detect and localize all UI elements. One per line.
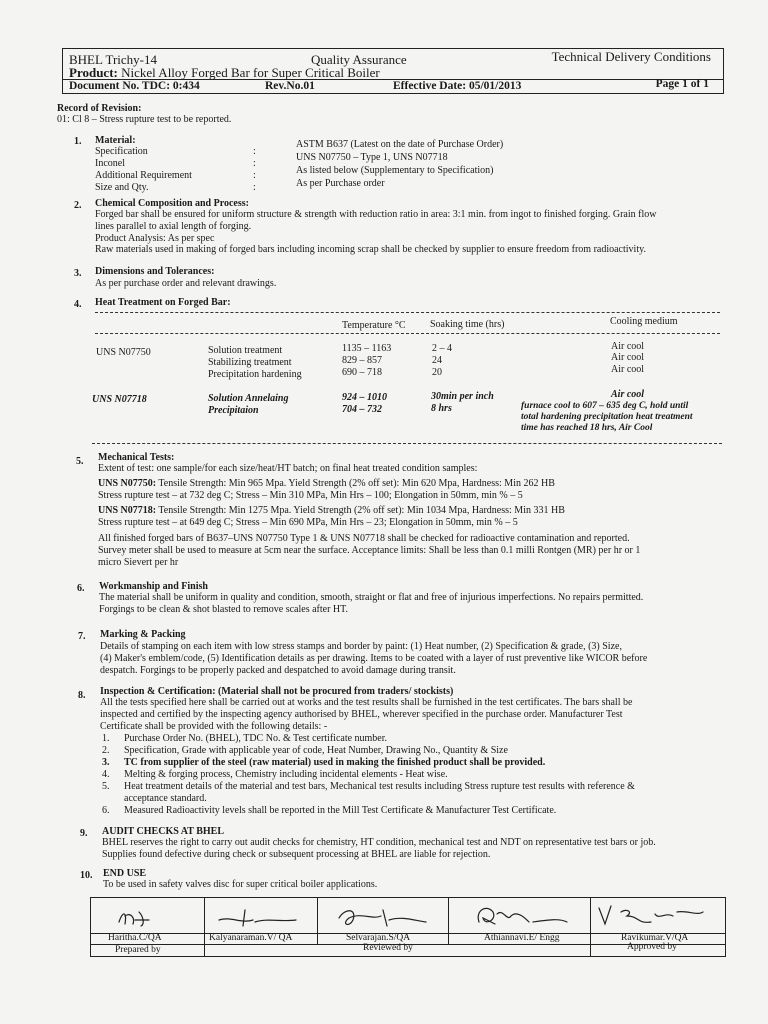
material-value: As listed below (Supplementary to Specification) bbox=[296, 165, 494, 176]
revision-line: 01: Cl 8 – Stress rupture test to be reported. bbox=[57, 114, 232, 125]
paragraph-line: inspected and certified by the inspecting agency authorised by BHEL, wherever specified in the purchase order. Manufacturer Test bbox=[100, 709, 623, 720]
material-colon: : bbox=[253, 146, 256, 157]
section-3-number: 3. bbox=[74, 268, 82, 279]
paragraph-line: BHEL reserves the right to carry out audit checks for chemistry, HT condition, mechanical test and NDT on representative test bars or job. bbox=[102, 837, 656, 848]
handwritten-signatures bbox=[91, 898, 727, 935]
effective-date: Effective Date: 05/01/2013 bbox=[393, 80, 522, 92]
treatment-name: Stabilizing treatment bbox=[208, 357, 292, 368]
paragraph-line: Forged bar shall be ensured for uniform structure & strength with reduction ratio in area: 3:1 min. from ingot to finished forging. Grain flow bbox=[95, 209, 657, 220]
signature-row bbox=[90, 897, 726, 934]
test-line bbox=[98, 478, 555, 490]
table-rule bbox=[95, 333, 720, 334]
section-2-title: Chemical Composition and Process: bbox=[95, 198, 249, 209]
table-rule bbox=[92, 443, 722, 444]
section-7-title: Marking & Packing bbox=[100, 629, 186, 640]
material-value: As per Purchase order bbox=[296, 178, 385, 189]
list-number: 4. bbox=[102, 769, 110, 780]
alloy-label: UNS N07718: bbox=[98, 505, 157, 516]
section-8-title: Inspection & Certification: (Material shall not be procured from traders/ stockists) bbox=[100, 686, 454, 697]
treatment-name: Precipitaion bbox=[208, 405, 259, 416]
signature-table bbox=[90, 897, 726, 961]
section-7-number: 7. bbox=[78, 631, 86, 642]
list-item: Specification, Grade with applicable year of code, Heat Number, Drawing No., Quantity & Size bbox=[124, 745, 508, 756]
treatment-name: Solution Annelaing bbox=[208, 393, 289, 404]
signatory-name: Selvarajan.S/QA bbox=[346, 933, 411, 943]
section-9-title: AUDIT CHECKS AT BHEL bbox=[102, 826, 224, 837]
material-colon: : bbox=[253, 170, 256, 181]
material-label: Additional Requirement bbox=[95, 170, 192, 181]
column-header-cooling: Cooling medium bbox=[610, 316, 678, 327]
document-number: Document No. TDC: 0:434 bbox=[69, 80, 200, 92]
section-5-number: 5. bbox=[76, 456, 84, 467]
paragraph-line: As per purchase order and relevant drawings. bbox=[95, 278, 277, 289]
list-item: acceptance standard. bbox=[124, 793, 207, 804]
test-line: Stress rupture test – at 732 deg C; Stress – Min 310 MPa, Min Hrs – 100; Elongation in 50mm, min % – 5 bbox=[98, 490, 523, 501]
paragraph-line: despatch. Forgings to be properly packed and despatched to avoid damage during transit. bbox=[100, 665, 456, 676]
treatment-cooling: furnace cool to 607 – 635 deg C, hold until bbox=[521, 401, 689, 411]
test-line bbox=[98, 505, 565, 517]
treatment-temperature: 1135 – 1163 bbox=[342, 343, 392, 354]
revision-number: Rev.No.01 bbox=[265, 80, 315, 92]
paragraph-line: micro Sievert per hr bbox=[98, 557, 179, 568]
role-row bbox=[90, 942, 726, 957]
section-10-title: END USE bbox=[103, 868, 147, 879]
paragraph-line: Certificate shall be provided with the following details: - bbox=[100, 721, 328, 732]
paragraph-line: Supplies found defective during check or subsequent processing at BHEL are liable for rejection. bbox=[102, 849, 491, 860]
paragraph-line: To be used in safety valves disc for super critical boiler applications. bbox=[103, 879, 378, 890]
list-number: 2. bbox=[102, 745, 110, 756]
cell-divider bbox=[317, 934, 318, 945]
revision-title: Record of Revision: bbox=[57, 103, 142, 114]
paragraph-line: Details of stamping on each item with low stress stamps and border by paint: (1) Heat number, (2) Specification & grade, (3) Size, bbox=[100, 641, 622, 652]
paragraph-line: Product Analysis: As per spec bbox=[95, 233, 215, 244]
list-number: 5. bbox=[102, 781, 110, 792]
document-header bbox=[62, 48, 724, 94]
document-type: Technical Delivery Conditions bbox=[551, 49, 711, 64]
treatment-cooling: Air cool bbox=[611, 352, 645, 363]
test-line: Stress rupture test – at 649 deg C; Stress – Min 690 MPa, Min Hrs – 23; Elongation in 50mm, min % – 5 bbox=[98, 517, 518, 528]
paragraph-line: Extent of test: one sample/for each size/heat/HT batch; on final heat treated condition samples: bbox=[98, 463, 478, 474]
treatment-soak: 2 – 4 bbox=[432, 343, 452, 354]
list-item: Melting & forging process, Chemistry including incidental elements - Heat wise. bbox=[124, 769, 448, 780]
test-values: Tensile Strength: Min 965 Mpa. Yield Strength (2% off set): Min 620 Mpa, Hardness: Min 262 HB bbox=[156, 478, 555, 489]
section-6-number: 6. bbox=[77, 583, 85, 594]
treatment-temperature: 704 – 732 bbox=[342, 404, 382, 415]
column-header-soaking: Soaking time (hrs) bbox=[430, 319, 505, 330]
treatment-cooling-cont: total hardening precipitation heat treatment bbox=[521, 412, 693, 422]
treatment-soak: 20 bbox=[432, 367, 442, 378]
material-label: Size and Qty. bbox=[95, 182, 149, 193]
paragraph-line: All finished forged bars of B637–UNS N07750 Type 1 & UNS N07718 shall be checked for radioactive contamination and reported. bbox=[98, 533, 630, 544]
list-item: Measured Radioactivity levels shall be reported in the Mill Test Certificate & Manufacturer Test Certificate. bbox=[124, 805, 557, 816]
treatment-cooling-cont: time has reached 18 hrs, Air Cool bbox=[521, 423, 653, 433]
list-number: 1. bbox=[102, 733, 110, 744]
table-rule bbox=[95, 312, 720, 313]
section-6-title: Workmanship and Finish bbox=[99, 581, 208, 592]
signatory-name: Haritha.C/QA bbox=[108, 933, 162, 943]
section-3-title: Dimensions and Tolerances: bbox=[95, 266, 215, 277]
treatment-cooling: Air cool bbox=[611, 341, 645, 352]
treatment-name: Solution treatment bbox=[208, 345, 283, 356]
cell-divider bbox=[590, 934, 591, 957]
paragraph-line: Survey meter shall be used to measure at 5cm near the surface. Acceptance limits: Shall be less than 0.1 milli Rontgen (MR) per hr or 1 bbox=[98, 545, 641, 556]
section-9-number: 9. bbox=[80, 828, 88, 839]
cell-divider bbox=[204, 934, 205, 957]
material-value: ASTM B637 (Latest on the date of Purchase Order) bbox=[296, 139, 504, 150]
test-values: Tensile Strength: Min 1275 Mpa. Yield Strength (2% off set): Min 1034 Mpa, Hardness: Min 331 HB bbox=[156, 505, 565, 516]
alloy-name: UNS N07750 bbox=[96, 347, 151, 358]
treatment-temperature: 690 – 718 bbox=[342, 367, 382, 378]
section-2-number: 2. bbox=[74, 200, 82, 211]
treatment-cooling: Air cool bbox=[611, 364, 645, 375]
section-4-title: Heat Treatment on Forged Bar: bbox=[95, 297, 231, 308]
reviewed-by-label: Reviewed by bbox=[363, 943, 413, 953]
treatment-soak: 24 bbox=[432, 355, 442, 366]
section-10-number: 10. bbox=[80, 870, 93, 881]
column-header-temperature: Temperature °C bbox=[342, 320, 406, 331]
paragraph-line: (4) Maker's emblem/code, (5) Identification details as per drawing. Items to be coated with a layer of rust preventive like WICOR before bbox=[100, 653, 648, 664]
paragraph-line: Raw materials used in making of forged bars including incoming scrap shall be checked by supplier to ensure freedom from radioactivity. bbox=[95, 244, 646, 255]
treatment-temperature: 829 – 857 bbox=[342, 355, 382, 366]
treatment-soak: 8 hrs bbox=[431, 403, 452, 414]
section-1-number: 1. bbox=[74, 136, 82, 147]
prepared-by-label: Prepared by bbox=[115, 945, 161, 955]
signatory-name: Ravikumar.V/QA bbox=[621, 933, 689, 943]
product-label: Product: bbox=[69, 65, 118, 80]
section-1-title: Material: bbox=[95, 135, 136, 146]
cell-divider bbox=[448, 934, 449, 945]
page-number: Page 1 of 1 bbox=[655, 78, 709, 90]
approved-by-label: Approved by bbox=[627, 942, 677, 952]
treatment-name: Precipitation hardening bbox=[208, 369, 302, 380]
material-label: Specification bbox=[95, 146, 148, 157]
material-label: Inconel bbox=[95, 158, 125, 169]
material-colon: : bbox=[253, 158, 256, 169]
list-number: 6. bbox=[102, 805, 110, 816]
alloy-label: UNS N07750: bbox=[98, 478, 157, 489]
paragraph-line: The material shall be uniform in quality and condition, smooth, straight or flat and free of injurious imperfections. No repairs permitted. bbox=[99, 592, 644, 603]
material-colon: : bbox=[253, 182, 256, 193]
signatory-name: Kalyanaraman.V/ QA bbox=[209, 933, 293, 943]
paragraph-line: lines parallel to axial length of forging. bbox=[95, 221, 252, 232]
department: Quality Assurance bbox=[311, 52, 407, 67]
section-5-title: Mechanical Tests: bbox=[98, 452, 175, 463]
org-name: BHEL Trichy-14 bbox=[69, 52, 157, 67]
signatory-name: Athiannavi.E/ Engg bbox=[484, 933, 560, 943]
section-4-number: 4. bbox=[74, 299, 82, 310]
list-item: TC from supplier of the steel (raw material) used in making the finished product shall be provided. bbox=[124, 757, 546, 768]
treatment-soak: 30min per inch bbox=[431, 391, 494, 402]
treatment-temperature: 924 – 1010 bbox=[342, 392, 387, 403]
treatment-cooling: Air cool bbox=[611, 389, 645, 400]
paragraph-line: Forgings to be clean & shot blasted to remove scales after HT. bbox=[99, 604, 349, 615]
section-8-number: 8. bbox=[78, 690, 86, 701]
paragraph-line: All the tests specified here shall be carried out at works and the test results shall be furnished in the test certificates. The bars shall be bbox=[100, 697, 633, 708]
alloy-name: UNS N07718 bbox=[92, 394, 147, 405]
product-name: Nickel Alloy Forged Bar for Super Critical Boiler bbox=[121, 65, 380, 80]
list-item: Purchase Order No. (BHEL), TDC No. & Test certificate number. bbox=[124, 733, 388, 744]
material-value: UNS N07750 – Type 1, UNS N07718 bbox=[296, 152, 448, 163]
list-number: 3. bbox=[102, 757, 110, 768]
list-item: Heat treatment details of the material and test bars, Mechanical test results including Stress rupture test results with reference & bbox=[124, 781, 635, 792]
